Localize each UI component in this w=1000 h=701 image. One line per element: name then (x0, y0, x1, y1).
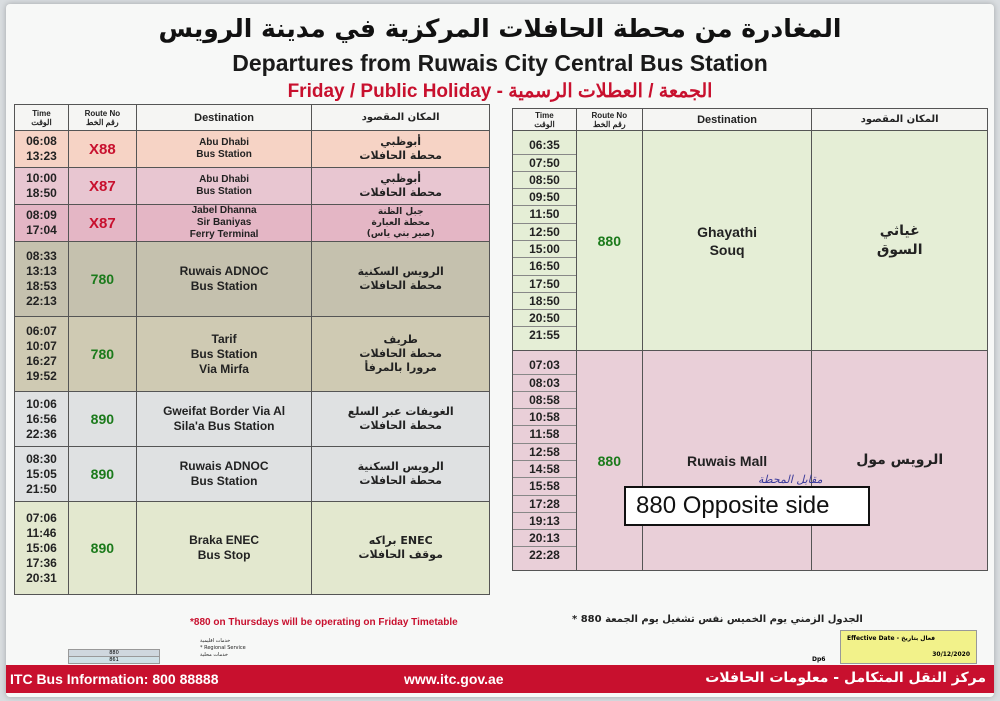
destination-arabic (312, 205, 490, 242)
departure-time: 15:06 (26, 540, 57, 555)
departure-time: 18:50 (513, 293, 576, 310)
departure-times (15, 242, 69, 317)
destination-line-ar: جبل الظنة (377, 206, 424, 217)
departure-time: 19:52 (26, 369, 57, 383)
departure-time: 08:58 (513, 392, 576, 409)
legend-local-swatch: 861 (68, 656, 160, 664)
departure-time: 19:13 (513, 513, 576, 530)
destination-line: Ferry Terminal (189, 229, 259, 240)
document-code: Dp6 (812, 656, 826, 663)
destination-line: Gweifat Border Via Al (163, 404, 286, 418)
destination-line: Abu Dhabi (199, 174, 250, 185)
schedule-row (15, 447, 490, 502)
destination-line: Sila'a Bus Station (173, 419, 275, 433)
departure-time: 07:06 (26, 510, 57, 525)
departure-time: 12:50 (513, 224, 576, 241)
schedule-row (15, 168, 490, 205)
departure-time: 17:36 (26, 555, 57, 570)
sticker-text: 880 Opposite side (636, 492, 830, 519)
route-number: 880 (576, 131, 642, 351)
departure-time: 09:50 (513, 189, 576, 206)
departure-time: 15:00 (513, 241, 576, 258)
destination-line-ar: محطة الحافلات (359, 474, 442, 487)
departure-time: 07:03 (513, 357, 576, 374)
departure-times (15, 502, 69, 595)
departure-time: 06:07 (26, 324, 57, 338)
schedule-row (15, 502, 490, 595)
destination-line: Ghayathi (697, 223, 758, 240)
departure-time: 08:50 (513, 172, 576, 189)
title-english: Departures from Ruwais City Central Bus Station (232, 50, 768, 76)
destination-line-ar: الرويس مول (856, 452, 944, 468)
destination-line: Braka ENEC (189, 533, 260, 547)
destination-line-ar: موقف الحافلات (358, 548, 443, 561)
destination-arabic (812, 131, 988, 351)
departure-time: 10:58 (513, 409, 576, 426)
destination-line-ar: غياثي (879, 222, 920, 239)
destination-arabic (812, 351, 988, 571)
departure-time: 08:30 (26, 451, 57, 466)
footer-bar (6, 665, 994, 693)
departure-time: 06:35 (513, 137, 576, 154)
destination-english (136, 242, 312, 317)
schedule-row (15, 242, 490, 317)
destination-arabic (312, 392, 490, 447)
destination-english (136, 502, 312, 595)
departure-time: 06:08 (26, 134, 57, 148)
effective-date-box (840, 630, 977, 664)
destination-english (136, 168, 312, 205)
destination-line: Bus Station (196, 149, 252, 160)
legend-label-ar-regional: خدمات اقليمية (200, 638, 231, 644)
legend-label-ar-local: خدمات محلية (200, 652, 228, 658)
departure-time: 08:03 (513, 375, 576, 392)
departure-time: 18:50 (26, 186, 57, 200)
departure-times (15, 168, 69, 205)
destination-english (642, 131, 812, 351)
schedule-row (15, 317, 490, 392)
departure-time: 20:50 (513, 310, 576, 327)
departure-time: 10:07 (26, 339, 57, 353)
destination-arabic (312, 447, 490, 502)
departure-time: 15:58 (513, 478, 576, 495)
footer-org-arabic: مركز النقل المتكامل - معلومات الحافلات (705, 670, 986, 686)
route-number: 890 (68, 502, 136, 595)
destination-line: Via Mirfa (199, 361, 249, 376)
destination-line-ar: السوق (876, 241, 923, 258)
destination-arabic (312, 168, 490, 205)
departure-times (15, 317, 69, 392)
route-number: 780 (68, 242, 136, 317)
schedule-row (513, 351, 988, 571)
destination-arabic (312, 131, 490, 168)
departure-time: 08:33 (26, 249, 57, 263)
departure-time: 22:36 (26, 426, 57, 441)
legend-regional-swatch: 880 (68, 649, 160, 658)
departure-time: 11:46 (26, 525, 57, 540)
destination-line: Bus Station (190, 279, 258, 293)
destination-english (136, 205, 312, 242)
destination-line-ar: محطة الحافلات (359, 149, 442, 162)
destination-english (136, 392, 312, 447)
destination-line: Bus Station (196, 186, 252, 197)
destination-line-ar: محطة الحافلات (359, 347, 442, 360)
departure-time: 08:09 (26, 208, 57, 222)
destination-line-ar: الرويس السكنية (357, 265, 444, 278)
departure-time: 16:27 (26, 354, 57, 368)
destination-line-ar: أبوظبي (380, 172, 422, 185)
destination-english (136, 447, 312, 502)
departure-time: 07:50 (513, 155, 576, 172)
schedule-row (15, 131, 490, 168)
departure-time: 17:04 (26, 223, 57, 237)
destination-line: Souq (709, 241, 745, 258)
destination-line-ar: الرويس السكنية (357, 460, 444, 473)
destination-line: Tarif (211, 331, 237, 346)
destination-line: Ruwais ADNOC (179, 264, 269, 278)
note-english: *880 on Thursdays will be operating on Friday Timetable (190, 617, 458, 628)
schedule-row (513, 131, 988, 351)
handwritten-note: مقابل المحطة (758, 473, 823, 486)
departure-time: 20:13 (513, 530, 576, 547)
destination-line-ar: محطة العبارة (371, 217, 430, 228)
departure-time: 17:50 (513, 276, 576, 293)
departure-time: 21:50 (26, 481, 57, 496)
departure-times (15, 131, 69, 168)
departure-time: 13:23 (26, 149, 57, 163)
departure-time: 11:58 (513, 426, 576, 443)
destination-line-ar: ENEC براكه (368, 534, 433, 547)
opposite-side-sticker (624, 486, 870, 526)
destination-english (136, 317, 312, 392)
col-time-header-right: Time الوقت (513, 109, 577, 131)
route-number: 780 (68, 317, 136, 392)
route-number: X88 (68, 131, 136, 168)
legend-label-en-regional: * Regional Service (200, 645, 246, 651)
schedule-row (15, 205, 490, 242)
left-timetable (14, 104, 490, 595)
departure-time: 11:50 (513, 206, 576, 223)
route-number: 890 (68, 447, 136, 502)
destination-line-ar: أبوظبي (380, 135, 422, 148)
day-subtitle: Friday / Public Holiday - الجمعة / العطلات الرسمية (287, 81, 713, 102)
destination-arabic (312, 502, 490, 595)
departure-time: 16:56 (26, 411, 57, 426)
departure-time: 15:05 (26, 466, 57, 481)
col-route-header: Route No رقم الخط (68, 105, 136, 131)
destination-line: Bus Station (190, 474, 258, 488)
col-route-header-right: Route No رقم الخط (576, 109, 642, 131)
destination-line: Bus Station (190, 346, 258, 361)
departure-time: 12:58 (513, 444, 576, 461)
destination-line: Ruwais Mall (687, 452, 768, 469)
title-arabic: المغادرة من محطة الحافلات المركزية في مدينة الرويس (158, 14, 842, 43)
destination-line-ar: الغويفات عبر السلع (347, 405, 454, 418)
col-destination-ar-header: المكان المقصود (312, 105, 490, 131)
departure-time: 17:28 (513, 496, 576, 513)
note-arabic: الجدول الزمني يوم الخميس نفس تشغيل يوم الجمعة 880 * (572, 614, 863, 625)
destination-line-ar: محطة الحافلات (359, 186, 442, 199)
route-number: X87 (68, 205, 136, 242)
departure-time: 22:13 (26, 294, 57, 308)
departure-times (513, 131, 577, 351)
col-destination-header-right: Destination (642, 109, 812, 131)
departure-time: 10:06 (26, 396, 57, 411)
departure-times (15, 447, 69, 502)
departure-times (513, 351, 577, 571)
destination-line-ar: محطة الحافلات (359, 279, 442, 292)
departure-times (15, 205, 69, 242)
footer-info: ITC Bus Information: 800 88888 (10, 671, 219, 687)
col-destination-header: Destination (136, 105, 312, 131)
departure-time: 22:28 (529, 548, 560, 563)
destination-line: Bus Stop (197, 548, 251, 562)
route-number: X87 (68, 168, 136, 205)
destination-line: Sir Baniyas (196, 217, 252, 228)
destination-arabic (312, 242, 490, 317)
col-destination-ar-header-right: المكان المقصود (812, 109, 988, 131)
route-number: 880 (576, 351, 642, 571)
destination-line-ar: محطة الحافلات (359, 419, 442, 432)
destination-line: Jabel Dhanna (191, 205, 257, 216)
route-number: 890 (68, 392, 136, 447)
departure-time: 16:50 (513, 258, 576, 275)
col-time-header: Time الوقت (15, 105, 69, 131)
destination-line: Ruwais ADNOC (179, 459, 269, 473)
destination-line-ar: (صير بني ياس) (366, 228, 435, 239)
departure-time: 10:00 (26, 171, 57, 185)
destination-english (642, 351, 812, 571)
service-legend (68, 649, 158, 662)
departure-time: 14:58 (513, 461, 576, 478)
departure-time: 13:13 (26, 264, 57, 278)
effective-date-label: Effective Date - فعال بتاريخ (847, 635, 936, 642)
effective-date-value: 30/12/2020 (932, 651, 970, 658)
departure-time: 20:31 (26, 570, 57, 585)
destination-english (136, 131, 312, 168)
destination-line-ar: مرورا بالمرفأ (364, 361, 437, 374)
destination-line: Abu Dhabi (199, 137, 250, 148)
legend-labels (200, 638, 246, 659)
departure-time: 18:53 (26, 279, 57, 293)
departure-times (15, 392, 69, 447)
destination-line-ar: طريف (383, 333, 418, 346)
schedule-row (15, 392, 490, 447)
footer-website[interactable]: www.itc.gov.ae (404, 671, 504, 687)
destination-arabic (312, 317, 490, 392)
departure-time: 21:55 (529, 328, 560, 343)
